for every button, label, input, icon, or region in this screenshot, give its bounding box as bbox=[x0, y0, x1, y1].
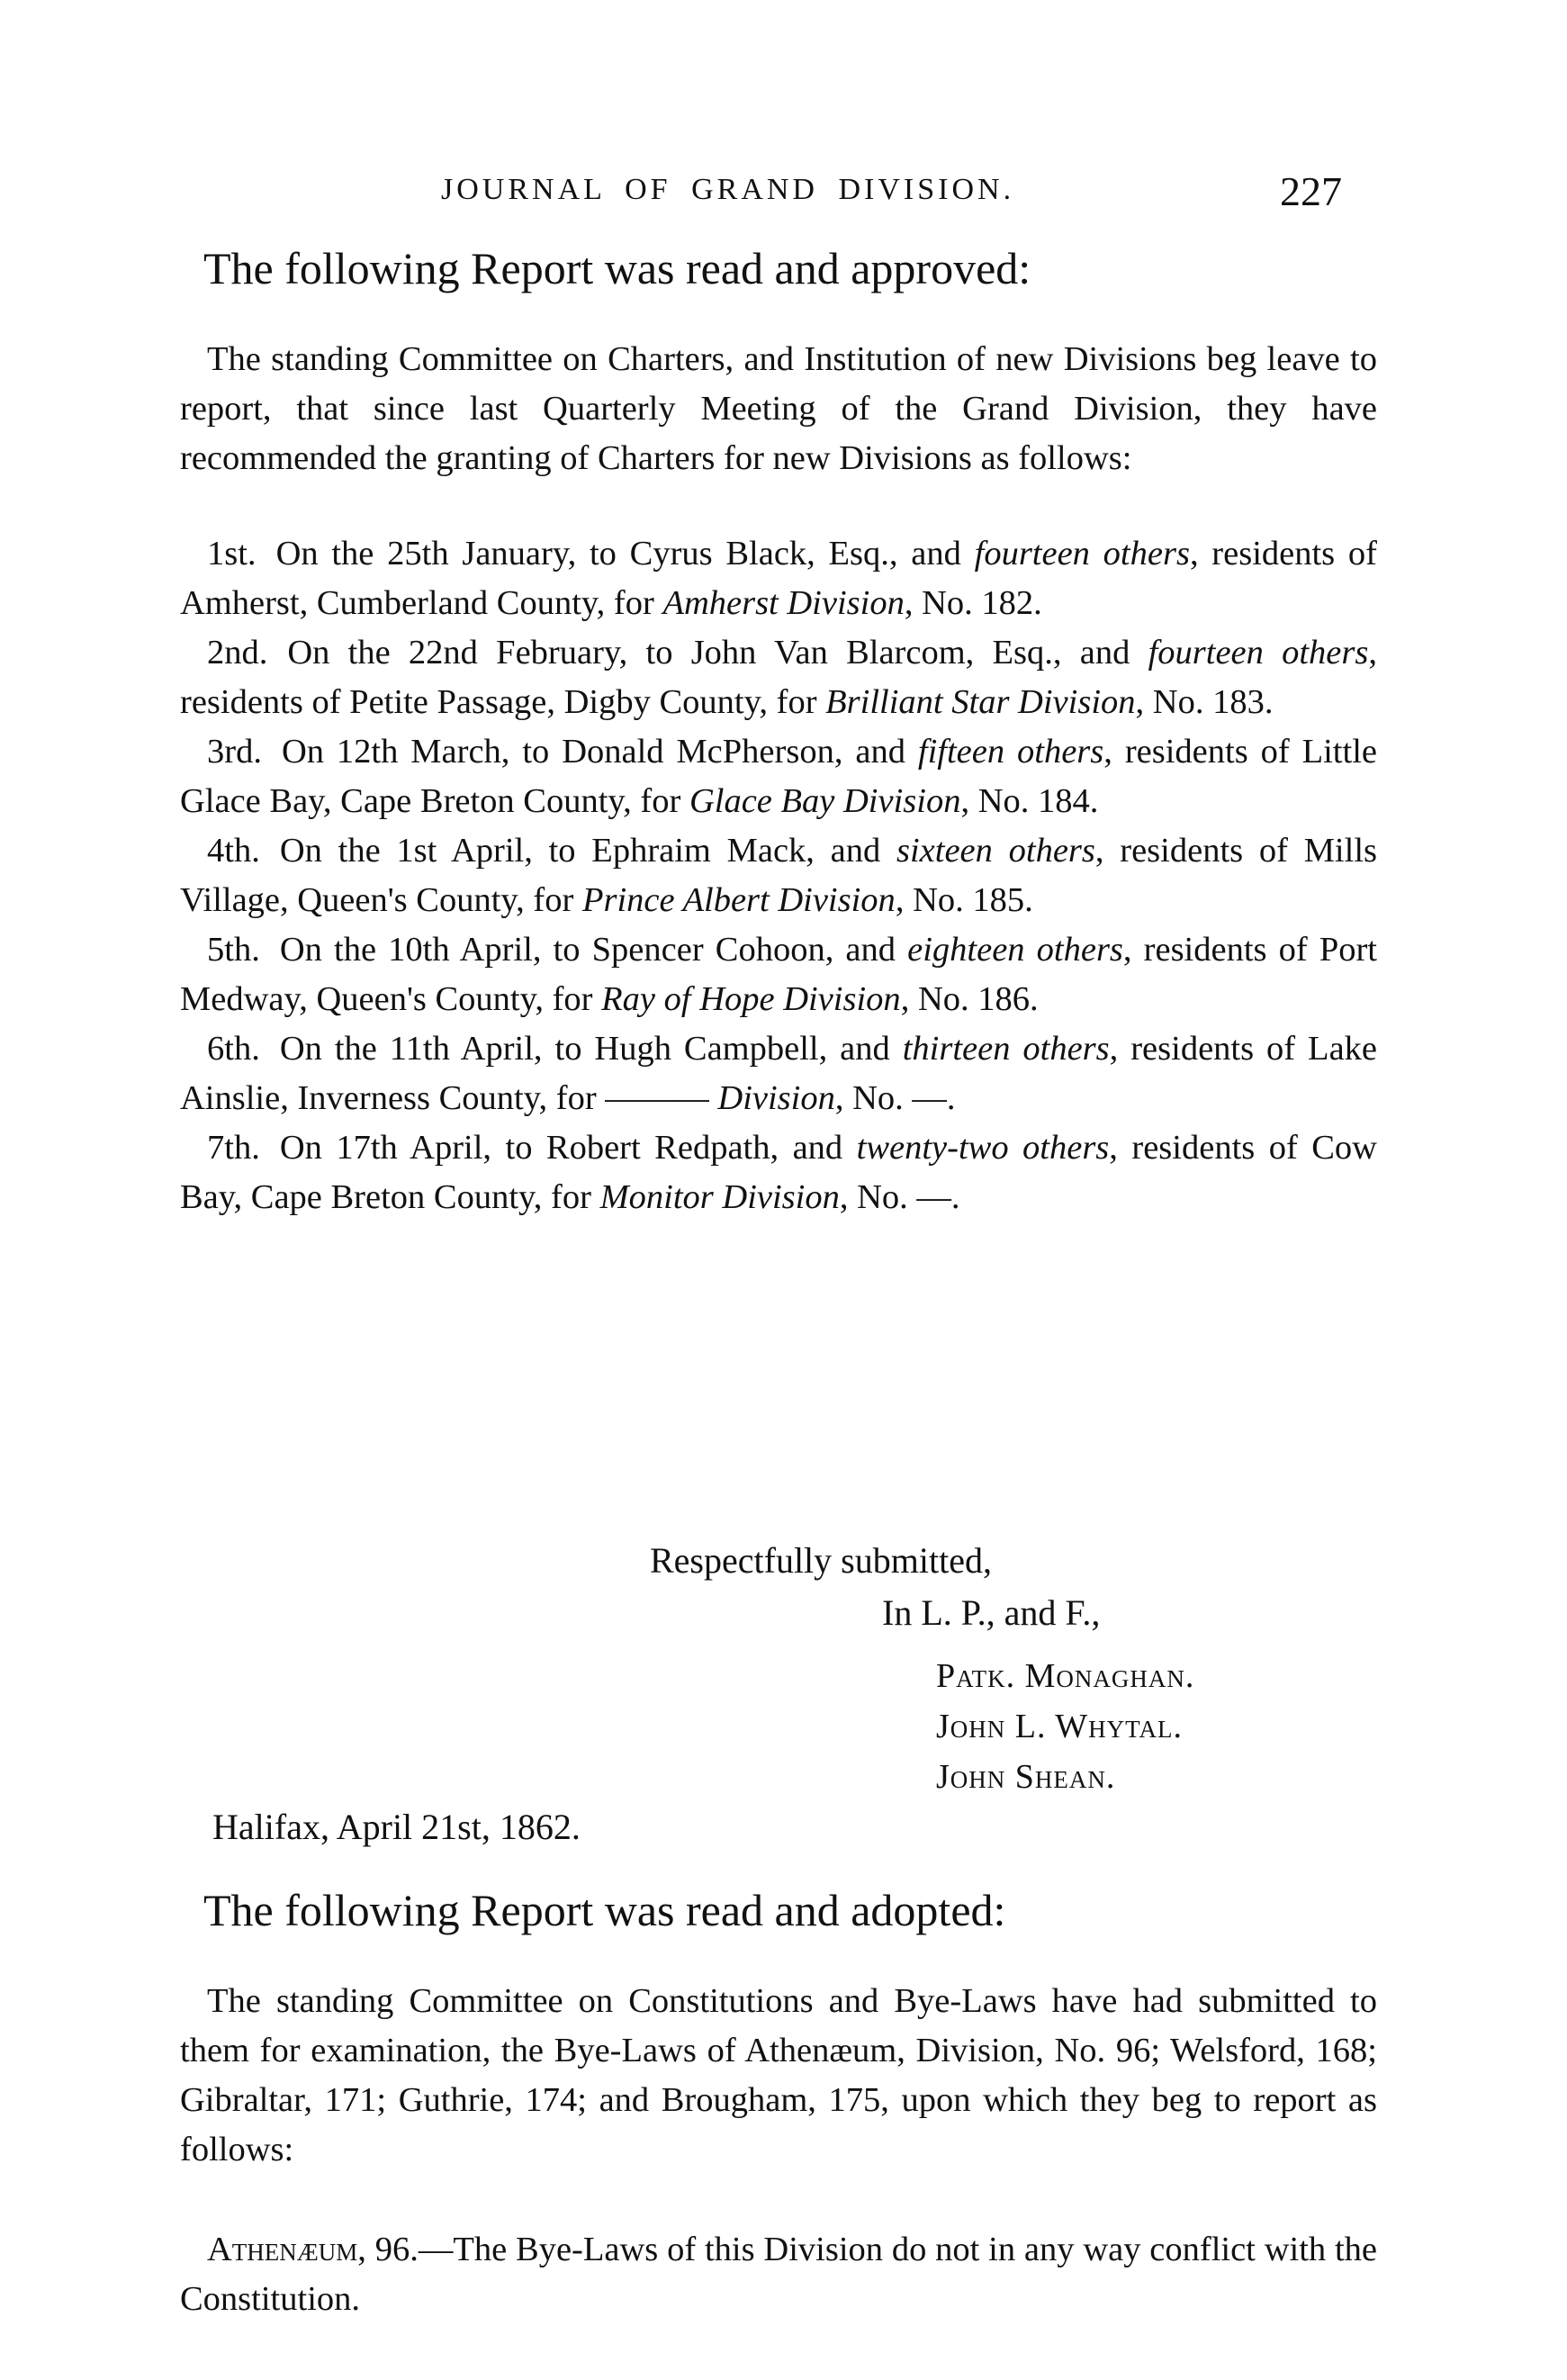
entry-members: thirteen others bbox=[902, 1030, 1110, 1068]
entry-number: , No. 184. bbox=[960, 782, 1099, 820]
entry-ordinal: 4th. bbox=[207, 832, 260, 870]
finding-division: Athenæum, 96. bbox=[207, 2231, 419, 2268]
entry-division-name: Brilliant Star Division bbox=[825, 683, 1136, 721]
charters-paragraph-text: The standing Committee on Charters, and Institution of new Divisions beg leave to report, that since last Quarterly Meeting of the Grand Division, they have recommended the granting of Charters for new Divisions as follows: bbox=[180, 340, 1377, 477]
athenaeum-finding bbox=[180, 2225, 1377, 2324]
entry-members: twenty-two others bbox=[856, 1129, 1110, 1167]
entry-text: On the 11th April, to Hugh Campbell, and bbox=[279, 1030, 903, 1068]
entry-number: , No. 183. bbox=[1135, 683, 1274, 721]
entry-members: fifteen others bbox=[917, 733, 1104, 771]
running-head bbox=[0, 167, 1567, 221]
charters-report-intro: The following Report was read and approved: bbox=[203, 243, 1031, 293]
entry-division-name: Monitor Division bbox=[599, 1178, 840, 1216]
entry-division-name: Division bbox=[717, 1079, 835, 1117]
entry-text: , residents of Cow Bay, Cape Breton County, for bbox=[180, 1129, 1377, 1216]
entry-text: , residents of Port Medway, Queen's County, for bbox=[180, 931, 1377, 1018]
charter-entry bbox=[180, 1123, 1377, 1222]
signatory: John L. Whytal. bbox=[936, 1708, 1183, 1745]
charter-entry bbox=[180, 1024, 1377, 1123]
report-signoff bbox=[0, 1539, 1567, 1845]
charter-entry bbox=[180, 826, 1377, 925]
entry-ordinal: 1st. bbox=[207, 535, 257, 572]
entry-division-name: Glace Bay Division bbox=[689, 782, 961, 820]
byelaws-report-paragraph bbox=[180, 1977, 1377, 2175]
entry-text: , residents of Petite Passage, Digby County, for bbox=[180, 634, 1377, 721]
byelaws-report-intro: The following Report was read and adopted: bbox=[203, 1885, 1006, 1935]
entry-text: On the 10th April, to Spencer Cohoon, and bbox=[279, 931, 908, 969]
entry-division-name: Amherst Division bbox=[662, 584, 905, 622]
place-date: Halifax, April 21st, 1862. bbox=[212, 1807, 581, 1847]
closing-line: Respectfully submitted, bbox=[650, 1540, 992, 1581]
entry-ordinal: 6th. bbox=[207, 1030, 260, 1068]
entry-text: , residents of Amherst, Cumberland County, for bbox=[180, 535, 1377, 622]
entry-text: On 17th April, to Robert Redpath, and bbox=[279, 1129, 857, 1167]
running-title: JOURNAL OF GRAND DIVISION. bbox=[441, 173, 1015, 206]
entry-division-name: Prince Albert Division bbox=[581, 881, 896, 919]
signatory: Patk. Monaghan. bbox=[936, 1657, 1195, 1695]
entry-text: , residents of Little Glace Bay, Cape Breton County, for bbox=[180, 733, 1377, 820]
entry-text: On the 22nd February, to John Van Blarcom, Esq., and bbox=[287, 634, 1148, 672]
entry-text: On 12th March, to Donald McPherson, and bbox=[281, 733, 918, 771]
charter-entry bbox=[180, 628, 1377, 727]
entry-text: On the 1st April, to Ephraim Mack, and bbox=[279, 832, 896, 870]
entry-number: , No. 185. bbox=[895, 881, 1033, 919]
charters-report-paragraph bbox=[180, 335, 1377, 483]
entry-ordinal: 3rd. bbox=[207, 733, 262, 771]
charter-entry bbox=[180, 529, 1377, 628]
entry-ordinal: 7th. bbox=[207, 1129, 260, 1167]
entry-number: , No. 186. bbox=[900, 980, 1039, 1018]
signatory: John Shean. bbox=[936, 1758, 1116, 1796]
fraternal-line: In L. P., and F., bbox=[882, 1592, 1101, 1633]
entry-members: eighteen others bbox=[907, 931, 1123, 969]
entry-number: , No. 182. bbox=[904, 584, 1042, 622]
entry-text: , residents of Lake Ainslie, Inverness County, for ——— bbox=[180, 1030, 1377, 1117]
entry-members: fourteen others bbox=[974, 535, 1190, 572]
entry-division-name: Ray of Hope Division bbox=[601, 980, 901, 1018]
entry-text: On the 25th January, to Cyrus Black, Esq., and bbox=[275, 535, 975, 572]
page-number: 227 bbox=[1280, 168, 1342, 214]
charter-entry bbox=[180, 925, 1377, 1024]
charter-entries bbox=[180, 529, 1377, 1222]
entry-text: , residents of Mills Village, Queen's County, for bbox=[180, 832, 1377, 919]
entry-members: fourteen others bbox=[1148, 634, 1369, 672]
entry-number: , No. —. bbox=[834, 1079, 956, 1117]
entry-number: , No. —. bbox=[839, 1178, 960, 1216]
byelaws-paragraph-text: The standing Committee on Constitutions and Bye-Laws have had submitted to them for examination, the Bye-Laws of Athenæum, Division, No. 96; Welsford, 168; Gibraltar, 171; Guthrie, 174; and Brougham, 175, upon which they beg to report as follows: bbox=[180, 1982, 1377, 2168]
charter-entry bbox=[180, 727, 1377, 826]
entry-ordinal: 5th. bbox=[207, 931, 260, 969]
entry-members: sixteen others bbox=[896, 832, 1095, 870]
entry-ordinal: 2nd. bbox=[207, 634, 268, 672]
finding-text: —The Bye-Laws of this Division do not in any way conflict with the Constitution. bbox=[180, 2231, 1377, 2318]
